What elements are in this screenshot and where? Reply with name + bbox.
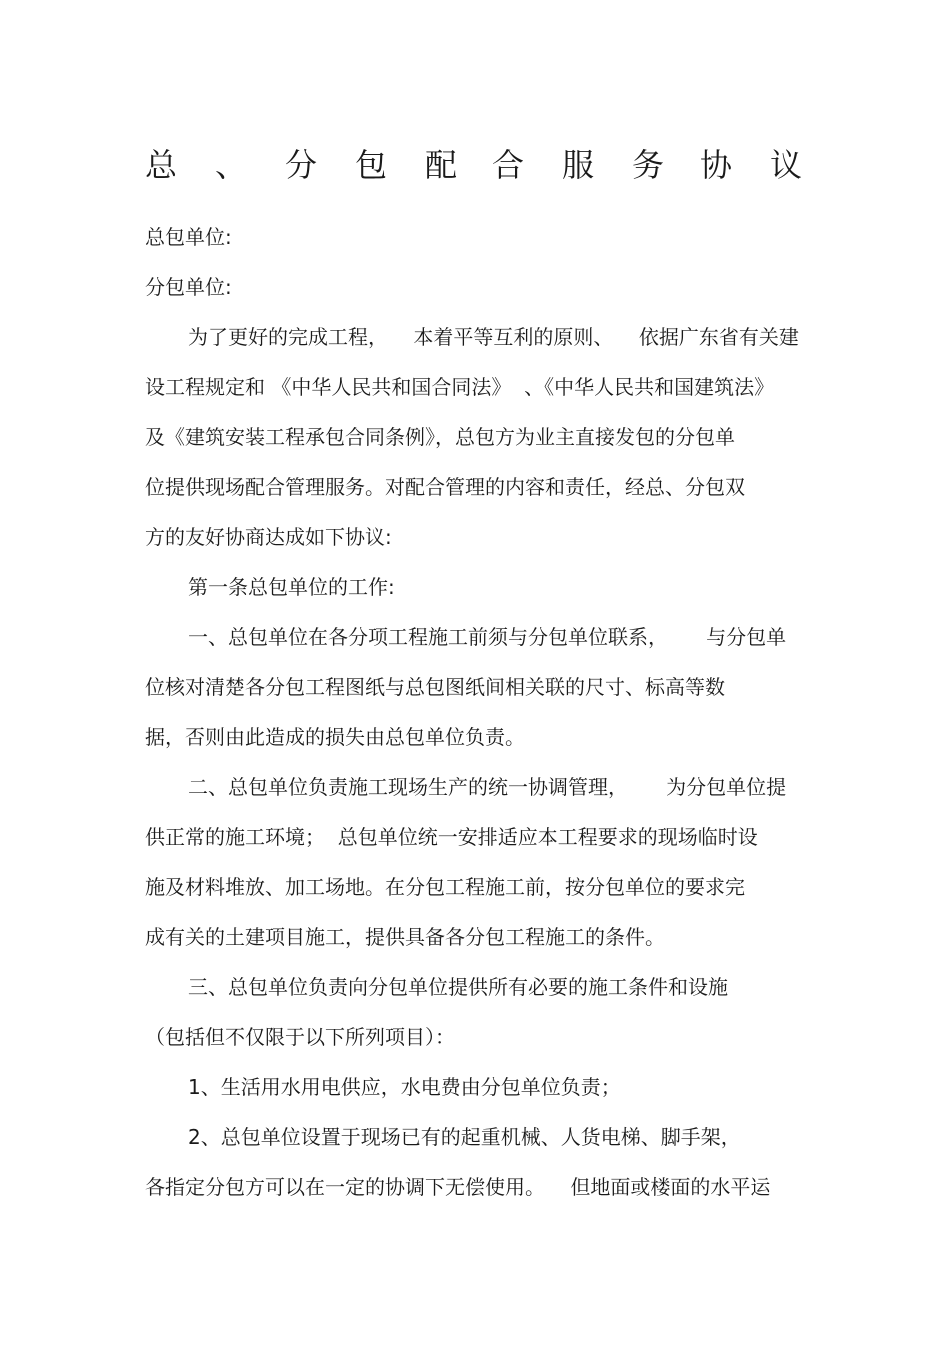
body-line: （包括但不仅限于以下所列项目）： <box>145 1025 455 1049</box>
body-line: 据，否则由此造成的损失由总包单位负责。 <box>145 725 525 749</box>
title-char: 合 <box>492 146 525 184</box>
body-line: 为了更好的完成工程， 本着平等互利的原则、 依据广东省有关建 <box>188 325 799 349</box>
article-heading: 第一条总包单位的工作: <box>188 575 395 599</box>
title-char: 服 <box>562 146 595 184</box>
general-contractor-label: 总包单位: <box>145 225 232 249</box>
body-line: 施及材料堆放、加工场地。在分包工程施工前，按分包单位的要求完 <box>145 875 745 899</box>
subcontractor-label: 分包单位: <box>145 275 232 299</box>
document-title <box>145 140 815 190</box>
body-line: 一、总包单位在各分项工程施工前须与分包单位联系， 与分包单 <box>188 625 787 649</box>
title-char: 议 <box>770 146 803 184</box>
title-char: 配 <box>425 146 458 184</box>
title-char: 务 <box>632 146 665 184</box>
body-line: 供正常的施工环境； 总包单位统一安排适应本工程要求的现场临时设 <box>145 825 758 849</box>
body-line: 及《建筑安装工程承包合同条例》，总包方为业主直接发包的分包单 <box>145 425 735 449</box>
body-line: 二、总包单位负责施工现场生产的统一协调管理， 为分包单位提 <box>188 775 787 799</box>
title-char: 分 <box>285 146 318 184</box>
list-item: 2、总包单位设置于现场已有的起重机械、人货电梯、脚手架， <box>188 1125 741 1149</box>
title-char: 包 <box>355 146 388 184</box>
body-line: 三、总包单位负责向分包单位提供所有必要的施工条件和设施 <box>188 975 728 999</box>
body-line: 位核对清楚各分包工程图纸与总包图纸间相关联的尺寸、标高等数 <box>145 675 725 699</box>
title-char: 协 <box>700 146 733 184</box>
list-item: 1、生活用水用电供应，水电费由分包单位负责； <box>188 1075 621 1099</box>
title-char: 总 <box>145 146 178 184</box>
body-line: 设工程规定和 《中华人民共和国合同法》 、《中华人民共和国建筑法》 <box>145 375 775 399</box>
body-line: 方的友好协商达成如下协议: <box>145 525 392 549</box>
body-line: 位提供现场配合管理服务。对配合管理的内容和责任，经总、分包双 <box>145 475 745 499</box>
body-line: 成有关的土建项目施工，提供具备各分包工程施工的条件。 <box>145 925 665 949</box>
title-char: 、 <box>215 146 248 184</box>
body-line: 各指定分包方可以在一定的协调下无偿使用。 但地面或楼面的水平运 <box>145 1175 771 1199</box>
